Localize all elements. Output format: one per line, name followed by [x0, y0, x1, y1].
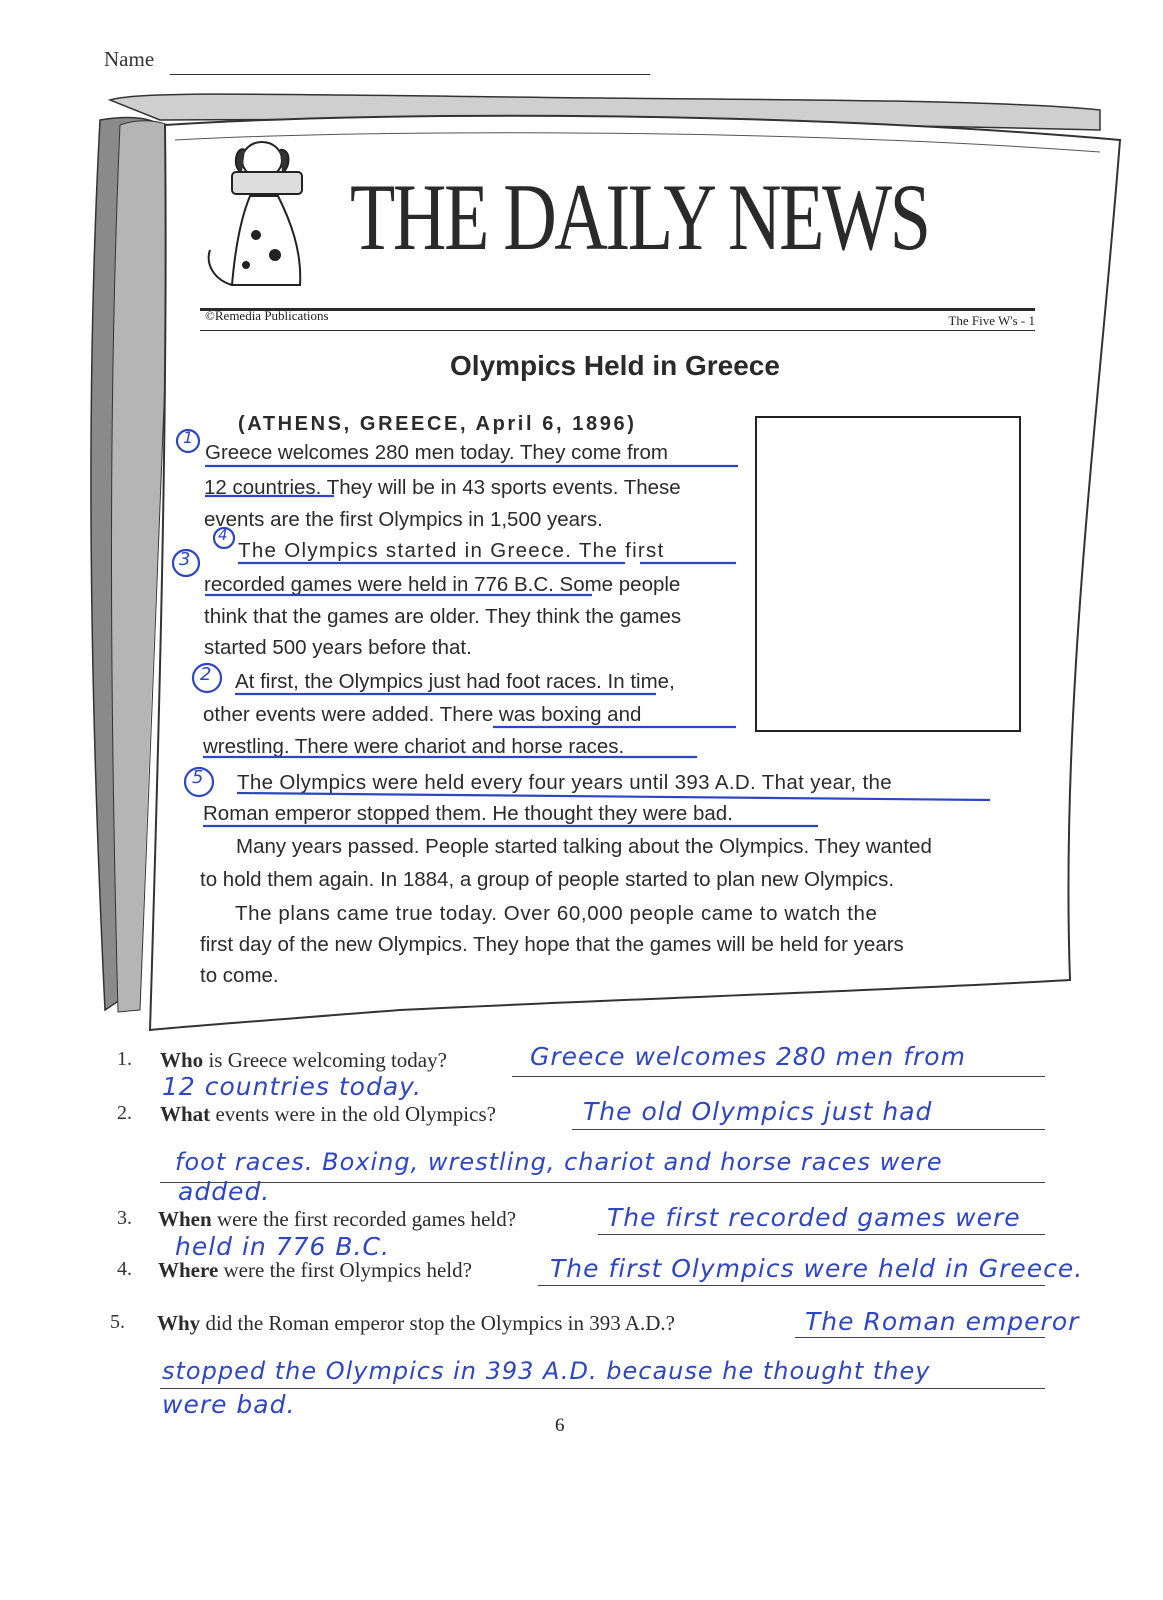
- answer-line[interactable]: [538, 1285, 1045, 1286]
- article-line: started 500 years before that.: [204, 636, 472, 659]
- answer-line[interactable]: [512, 1076, 1045, 1077]
- circled-number: 3: [179, 549, 192, 570]
- answer-line[interactable]: [572, 1129, 1045, 1130]
- handwritten-answer: Greece welcomes 280 men from: [530, 1042, 966, 1071]
- publisher-credit: ©Remedia Publications: [205, 308, 329, 323]
- circled-number: 4: [218, 526, 229, 544]
- question-number: 1.: [117, 1048, 132, 1070]
- question-keyword: What: [160, 1102, 211, 1126]
- question-prompt: events were in the old Olympics?: [210, 1102, 496, 1126]
- article-line: to hold them again. In 1884, a group of people started to plan new Olympics.: [200, 868, 895, 891]
- question-text: [158, 1258, 472, 1283]
- question-prompt: were the first recorded games held?: [211, 1207, 517, 1231]
- question-text: [158, 1207, 516, 1232]
- article-line: Roman emperor stopped them. He thought they were bad.: [203, 802, 733, 825]
- question-number: 5.: [110, 1311, 125, 1333]
- question-keyword: Why: [157, 1311, 201, 1335]
- question-text: [160, 1048, 447, 1073]
- series-label: The Five W's - 1: [948, 313, 1035, 328]
- question-keyword: When: [158, 1207, 212, 1231]
- name-label: Name: [104, 47, 155, 71]
- article-headline: Olympics Held in Greece: [450, 350, 780, 381]
- handwritten-answer: 12 countries today.: [162, 1072, 422, 1101]
- question-number: 3.: [117, 1207, 132, 1229]
- page-number: 6: [555, 1415, 565, 1436]
- article-line: think that the games are older. They think the games: [204, 605, 682, 628]
- question-prompt: were the first Olympics held?: [218, 1258, 472, 1282]
- article-line: The plans came true today. Over 60,000 people came to watch the: [235, 902, 878, 925]
- question-keyword: Where: [158, 1258, 219, 1282]
- answer-line[interactable]: [160, 1182, 1045, 1183]
- question-number: 2.: [117, 1102, 132, 1124]
- article-line: events are the first Olympics in 1,500 years.: [204, 508, 603, 531]
- article-dateline: (ATHENS, GREECE, April 6, 1896): [238, 413, 637, 435]
- answer-line[interactable]: [598, 1234, 1045, 1235]
- article-line: other events were added. There was boxing and: [203, 703, 642, 726]
- article-line: wrestling. There were chariot and horse races.: [203, 735, 625, 758]
- handwritten-answer: The Roman emperor: [805, 1307, 1080, 1336]
- article-line: The Olympics were held every four years until 393 A.D. That year, the: [237, 771, 893, 794]
- article-line: to come.: [200, 964, 279, 987]
- handwritten-answer: held in 776 B.C.: [175, 1232, 390, 1261]
- masthead-title: THE DAILY NEWS: [350, 164, 929, 270]
- handwritten-answer: The first recorded games were: [607, 1203, 1021, 1232]
- circled-number: 2: [200, 664, 213, 685]
- question-text: [157, 1311, 675, 1336]
- article-line: The Olympics started in Greece. The first: [238, 539, 665, 562]
- circled-number: 1: [183, 428, 195, 447]
- question-number: 4.: [117, 1258, 132, 1280]
- handwritten-answer: were bad.: [162, 1390, 296, 1419]
- handwritten-answer: stopped the Olympics in 393 A.D. because he thought they: [162, 1357, 931, 1385]
- question-prompt: did the Roman emperor stop the Olympics in 393 A.D.?: [200, 1311, 675, 1335]
- article-line: Greece welcomes 280 men today. They come from: [205, 441, 668, 464]
- handwritten-answer: added.: [178, 1177, 271, 1206]
- article-line: Many years passed. People started talking about the Olympics. They wanted: [236, 835, 932, 858]
- question-keyword: Who: [160, 1048, 204, 1072]
- article-line: recorded games were held in 776 B.C. Some people: [204, 573, 681, 596]
- handwritten-answer: foot races. Boxing, wrestling, chariot and horse races were: [175, 1148, 943, 1176]
- circled-number: 5: [192, 767, 205, 788]
- question-text: [160, 1102, 496, 1127]
- question-prompt: is Greece welcoming today?: [203, 1048, 447, 1072]
- article-line: 12 countries. They will be in 43 sports events. These: [204, 476, 681, 499]
- answer-line[interactable]: [160, 1388, 1045, 1389]
- handwritten-answer: The old Olympics just had: [583, 1097, 933, 1126]
- article-line: first day of the new Olympics. They hope that the games will be held for years: [200, 933, 904, 956]
- answer-line[interactable]: [795, 1337, 1045, 1338]
- handwritten-answer: The first Olympics were held in Greece.: [550, 1254, 1084, 1283]
- article-line: At first, the Olympics just had foot races. In time,: [235, 670, 675, 693]
